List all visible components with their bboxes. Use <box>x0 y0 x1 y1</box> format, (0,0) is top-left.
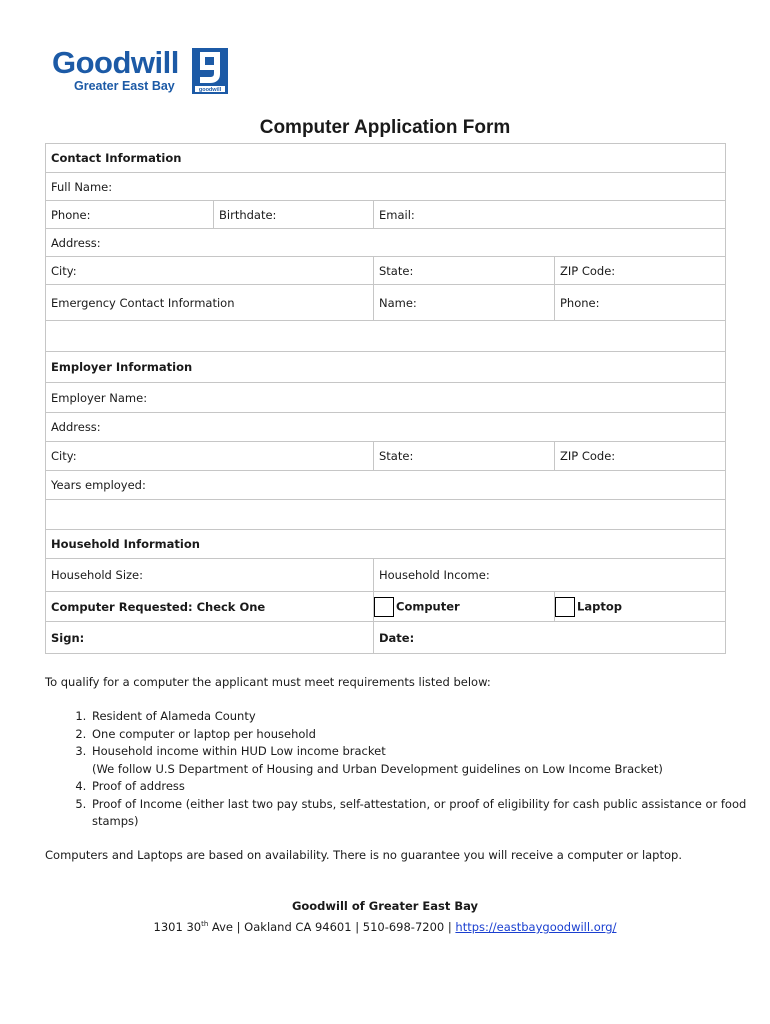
footer-address-start: 1301 30 <box>153 919 202 934</box>
email-field[interactable]: Email: <box>374 201 726 229</box>
state-field[interactable]: State: <box>374 257 555 285</box>
footer-org-name: Goodwill of Greater East Bay <box>291 899 479 913</box>
laptop-option[interactable] <box>555 592 726 622</box>
employer-zip-field[interactable]: ZIP Code: <box>555 442 726 471</box>
computer-requested-label: Computer Requested: Check One <box>46 592 374 622</box>
birthdate-field[interactable]: Birthdate: <box>214 201 374 229</box>
list-item-note: (We follow U.S Department of Housing and Urban Development guidelines on Low Income Bracket) <box>92 761 663 776</box>
zip-field[interactable]: ZIP Code: <box>555 257 726 285</box>
logo-wordmark: Goodwill <box>52 45 179 80</box>
household-info-heading: Household Information <box>46 530 726 559</box>
emergency-name-field[interactable]: Name: <box>374 285 555 321</box>
computer-option-label: Computer <box>396 599 460 613</box>
computer-checkbox[interactable] <box>374 597 394 617</box>
list-item: 5. Proof of Income (either last two pay stubs, self-attestation, or proof of eligibility for cash public assistance or food stamps) <box>90 796 770 831</box>
phone-field[interactable]: Phone: <box>46 201 214 229</box>
blank-row <box>46 500 726 530</box>
footer-contact-line <box>0 915 770 936</box>
page-title: Computer Application Form <box>259 117 511 138</box>
list-item: 4. Proof of address <box>90 778 770 796</box>
laptop-checkbox[interactable] <box>555 597 575 617</box>
household-size-field[interactable]: Household Size: <box>46 559 374 592</box>
city-field[interactable]: City: <box>46 257 374 285</box>
employer-name-field[interactable]: Employer Name: <box>46 383 726 413</box>
logo-subtitle: Greater East Bay <box>74 79 175 93</box>
household-income-field[interactable]: Household Income: <box>374 559 726 592</box>
requirements-intro: To qualify for a computer the applicant must meet requirements listed below: <box>45 675 491 689</box>
contact-info-heading: Contact Information <box>46 144 726 173</box>
emergency-phone-field[interactable]: Phone: <box>555 285 726 321</box>
date-field[interactable]: Date: <box>374 622 726 654</box>
blank-row <box>46 321 726 352</box>
laptop-option-label: Laptop <box>577 599 622 613</box>
list-item-text: Household income within HUD Low income bracket <box>92 744 386 758</box>
employer-state-field[interactable]: State: <box>374 442 555 471</box>
address-field[interactable]: Address: <box>46 229 726 257</box>
logo-badge-text: goodwill <box>198 87 222 93</box>
employer-info-heading: Employer Information <box>46 352 726 383</box>
footer-address-rest: Ave | Oakland CA 94601 | 510-698-7200 | <box>208 919 456 934</box>
list-item: 1. Resident of Alameda County <box>90 708 770 726</box>
footer-address-sup: th <box>201 920 209 928</box>
goodwill-g-icon <box>192 48 228 94</box>
application-form <box>45 143 726 654</box>
availability-note: Computers and Laptops are based on availability. There is no guarantee you will receive a computer or laptop. <box>45 848 682 862</box>
emergency-contact-label: Emergency Contact Information <box>46 285 374 321</box>
list-item <box>90 743 770 778</box>
requirements-list <box>45 708 770 831</box>
list-item: 2. One computer or laptop per household <box>90 726 770 744</box>
employer-address-field[interactable]: Address: <box>46 413 726 442</box>
sign-field[interactable]: Sign: <box>46 622 374 654</box>
website-link[interactable]: https://eastbaygoodwill.org/ <box>455 919 617 934</box>
years-employed-field[interactable]: Years employed: <box>46 471 726 500</box>
employer-city-field[interactable]: City: <box>46 442 374 471</box>
computer-option[interactable] <box>374 592 555 622</box>
full-name-field[interactable]: Full Name: <box>46 173 726 201</box>
goodwill-logo <box>52 46 232 96</box>
